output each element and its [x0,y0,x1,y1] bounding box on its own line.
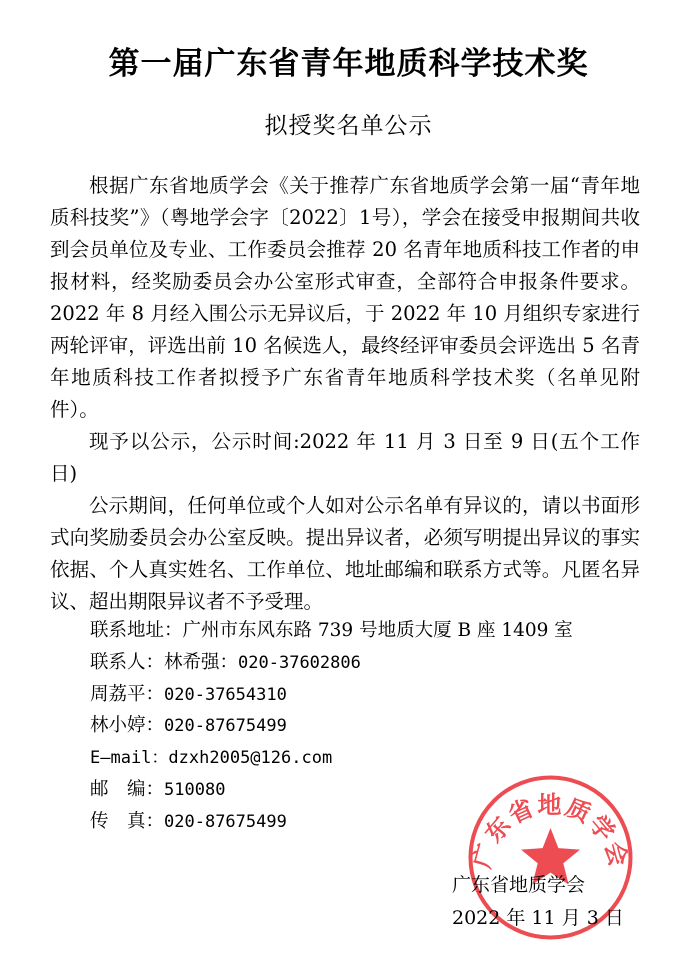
contact-person-1-phone: 020-37602806 [238,653,361,673]
contact-address-label: 联系地址： [90,620,183,641]
paragraph-background: 根据广东省地质学会《关于推荐广东省地质学会第一届“青年地质科技奖”》（粤地学会字〔2022〕1号），学会在接受申报期间共收到会员单位及专业、工作委员会推荐 20 名青年地质科技工作者的申报材料，经奖励委员会办公室形式审查，全部符合申报条件要求。2022 年 8 月经入围公示无异议后，于 2022 年 10 月组织专家进行两轮评审，评选出前 10 名候选人，最终经评审委员会评选出 5 名青年地质科技工作者拟授予广东省青年地质科学技术奖（名单见附件）。 [50,174,640,421]
contact-postcode-value: 510080 [164,780,226,800]
signature-organization: 广东省地质学会 [452,874,586,896]
contact-person-2 [90,683,287,707]
document-subtitle: 拟授奖名单公示 [264,113,433,139]
contact-person-1 [90,651,361,675]
contact-email-label: E—mail： [90,748,169,768]
contact-email-value: dzxh2005@126.com [168,748,333,768]
contact-address-value: 广州市东风东路 739 号地质大厦 B 座 1409 室 [182,620,573,641]
contact-fax-value: 020-87675499 [164,812,287,832]
paragraph-objection-procedure: 公示期间，任何单位或个人如对公示名单有异议的，请以书面形式向奖励委员会办公室反映。提出异议者，必须写明提出异议的事实依据、个人真实姓名、工作单位、地址邮编和联系方式等。凡匿名异议、超出期限异议者不予受理。 [50,494,640,613]
contact-person-1-name: 林希强： [164,652,239,673]
contact-person-3-phone: 020-87675499 [164,716,287,736]
contact-postcode-label: 邮 编： [90,779,165,800]
contact-postcode [90,778,225,802]
contact-person-2-phone: 020-37654310 [164,685,287,705]
document-title: 第一届广东省青年地质科学技术奖 [108,46,589,82]
contact-address [90,619,573,643]
contact-person-2-name: 周荔平： [90,684,165,705]
contact-email [90,746,332,770]
paragraph-announcement-period: 现予以公示，公示时间:2022 年 11 月 3 日至 9 日(五个工作日) [50,430,640,485]
contact-person-3-name: 林小婷： [90,715,165,736]
contact-fax [90,810,287,834]
seal-text: 广东省地质学会 [467,789,634,872]
contact-fax-label: 传 真： [90,811,165,832]
contact-person-3 [90,714,287,738]
signature-date: 2022 年 11 月 3 日 [452,907,624,929]
contact-person-label: 联系人： [90,652,165,673]
